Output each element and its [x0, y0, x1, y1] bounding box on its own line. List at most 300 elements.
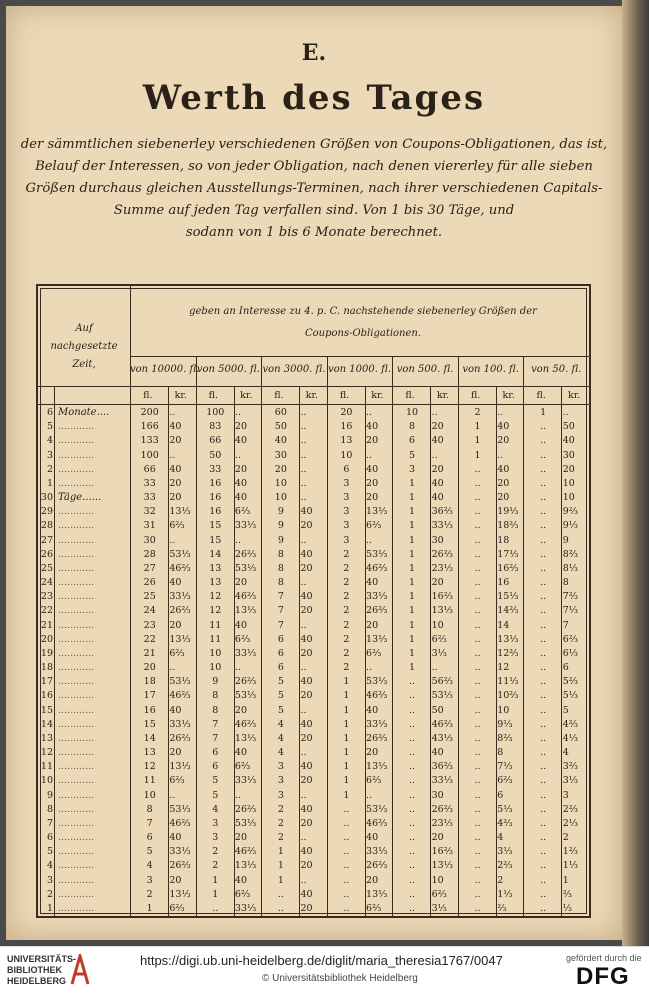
cell-kr: 26⅔	[431, 548, 453, 560]
cell-fl: ..	[474, 874, 481, 886]
row-number: 4	[46, 860, 53, 872]
unit-label-fl: fl.	[143, 390, 153, 401]
cell-kr: ..	[300, 407, 307, 418]
row-leader: ............	[58, 421, 95, 433]
cell-fl: 8	[277, 562, 284, 574]
cell-fl: 13	[143, 747, 156, 758]
row-number: 1	[46, 902, 53, 914]
cell-kr: ..	[366, 449, 373, 461]
cell-fl: 23	[143, 619, 156, 631]
cell-fl: 16	[340, 421, 353, 433]
cell-kr: 23⅓	[431, 817, 453, 829]
row-leader: ............	[58, 747, 95, 758]
unit-label-kr: kr.	[436, 390, 450, 401]
document-url-link[interactable]: https://digi.ub.uni-heidelberg.de/diglit/maria_theresia1767/0047	[140, 953, 503, 968]
cell-kr: 53⅓	[234, 690, 257, 702]
row-number: 24	[40, 577, 53, 588]
cell-fl: 7	[277, 619, 284, 631]
cell-kr: 3⅓	[562, 775, 579, 787]
cell-kr: 20	[234, 577, 247, 588]
cell-kr: 33⅓	[169, 846, 191, 858]
page-title: Werth des Tages	[142, 78, 486, 118]
cell-fl: 1	[408, 662, 415, 673]
cell-fl: ..	[540, 704, 547, 716]
cell-kr: 20	[169, 619, 182, 631]
cell-kr: 20	[169, 874, 182, 886]
cell-fl: ..	[212, 902, 219, 914]
cell-fl: 20	[143, 662, 156, 673]
cell-fl: 2	[343, 662, 350, 673]
cell-kr: 46⅔	[431, 718, 453, 730]
cell-kr: 13⅓	[366, 633, 388, 645]
cell-kr: 7⅓	[562, 605, 579, 617]
cell-fl: 1	[408, 647, 415, 659]
cell-kr: 26⅔	[169, 732, 191, 744]
cell-fl: 3	[343, 520, 350, 532]
cell-fl: ..	[540, 775, 547, 787]
cell-kr: 6⅔	[366, 902, 382, 914]
cell-kr: 4	[562, 747, 569, 758]
cell-fl: 1	[408, 619, 415, 631]
cell-fl: 12	[209, 605, 222, 617]
cell-kr: 53⅓	[169, 548, 191, 560]
row-number: 3	[46, 874, 53, 886]
cell-fl: ..	[277, 902, 284, 914]
cell-fl: 15	[209, 534, 222, 546]
cell-kr: ..	[300, 619, 307, 631]
cell-fl: ..	[540, 888, 547, 900]
cell-kr: 6⅔	[497, 775, 513, 787]
row-number: 18	[40, 662, 53, 673]
cell-fl: 2	[343, 591, 350, 603]
cell-fl: 9	[277, 534, 284, 546]
cell-kr: 16⅔	[497, 562, 519, 574]
library-name-2: BIBLIOTHEK	[7, 965, 62, 975]
cell-kr: 20	[300, 817, 313, 829]
cell-fl: 1	[343, 789, 350, 801]
row-number: 21	[40, 619, 53, 631]
cell-kr: 53⅓	[366, 803, 388, 815]
cell-fl: ..	[474, 676, 481, 688]
cell-kr: ..	[300, 435, 307, 447]
cell-kr: 13⅓	[366, 761, 388, 773]
subcolumn-divider	[430, 386, 431, 916]
cell-fl: 8	[212, 704, 219, 716]
cell-fl: 1	[474, 421, 481, 433]
cell-fl: 50	[209, 449, 222, 461]
cell-kr: 6⅔	[234, 506, 251, 518]
cell-kr: 5⅔	[562, 676, 579, 688]
column-divider	[130, 286, 131, 916]
cell-kr: 11⅓	[497, 676, 519, 688]
cell-fl: 5	[408, 449, 415, 461]
cell-fl: 6	[212, 761, 219, 773]
column-header: von 3000. fl.	[262, 364, 326, 375]
cell-fl: ..	[474, 605, 481, 617]
intro-line: Summe auf jeden Tag verfallen sind. Von 1 bis 30 Täge, und	[113, 203, 515, 218]
cell-kr: 4⅔	[497, 817, 513, 829]
cell-kr: 3⅓	[431, 647, 447, 659]
cell-kr: 6⅔	[366, 520, 382, 532]
cell-fl: 3	[343, 477, 350, 489]
row-leader: ............	[58, 647, 95, 659]
cell-kr: ..	[300, 449, 307, 461]
cell-fl: 6	[343, 463, 350, 475]
cell-fl: ..	[474, 732, 481, 744]
cell-fl: 6	[277, 662, 284, 673]
row-leader: ............	[58, 676, 95, 688]
cell-fl: ..	[540, 534, 547, 546]
column-divider	[458, 356, 459, 916]
cell-kr: 2⅔	[497, 860, 513, 872]
cell-kr: 53⅓	[169, 803, 191, 815]
cell-fl: 6	[212, 747, 219, 758]
cell-fl: ..	[540, 548, 547, 560]
cell-fl: 3	[277, 761, 284, 773]
row-number: 11	[40, 761, 53, 773]
row-number: 6	[46, 832, 53, 843]
cell-kr: 20	[300, 605, 313, 617]
cell-fl: ..	[540, 662, 547, 673]
cell-fl: ..	[408, 817, 415, 829]
row-number: 15	[40, 704, 53, 716]
row-leader: ............	[58, 619, 95, 631]
cell-kr: 20	[497, 477, 510, 489]
cell-kr: 6⅔	[431, 633, 447, 645]
row-number: 22	[40, 605, 53, 617]
cell-kr: ..	[234, 534, 241, 546]
cell-kr: 10	[497, 704, 510, 716]
row-leader: ............	[58, 435, 95, 447]
cell-fl: 1	[408, 477, 415, 489]
cell-fl: 14	[143, 732, 156, 744]
cell-kr: 13⅓	[234, 605, 257, 617]
cell-fl: ..	[540, 463, 547, 475]
cell-kr: 30	[431, 534, 444, 546]
unit-label-fl: fl.	[536, 390, 546, 401]
cell-kr: 20	[300, 690, 313, 702]
cell-kr: 56⅔	[431, 676, 453, 688]
cell-fl: ..	[408, 690, 415, 702]
cell-kr: ..	[234, 407, 241, 418]
cell-kr: 6⅔	[169, 775, 185, 787]
cell-fl: 2	[343, 619, 350, 631]
cell-fl: 7	[277, 605, 284, 617]
cell-kr: 40	[300, 846, 313, 858]
row-leader: ............	[58, 874, 95, 886]
cell-kr: ..	[562, 407, 569, 418]
cell-kr: 40	[234, 619, 247, 631]
cell-fl: 6	[146, 832, 153, 843]
row-number: 2	[46, 463, 53, 475]
cell-fl: 3	[343, 506, 350, 518]
cell-kr: ..	[366, 662, 373, 673]
cell-fl: 16	[143, 704, 156, 716]
cell-kr: 40	[431, 747, 444, 758]
cell-fl: 32	[143, 506, 156, 518]
cell-fl: 1	[408, 562, 415, 574]
cell-kr: 17⅓	[497, 548, 519, 560]
cell-kr: 33⅓	[169, 591, 191, 603]
cell-kr: 20	[366, 477, 379, 489]
cell-kr: 20	[300, 562, 313, 574]
cell-fl: 10	[143, 789, 156, 801]
subcolumn-divider	[365, 386, 366, 916]
unit-label-kr: kr.	[305, 390, 318, 401]
cell-fl: ..	[408, 888, 415, 900]
cell-kr: 33⅓	[234, 902, 257, 914]
cell-fl: ..	[474, 662, 481, 673]
cell-kr: 10	[562, 492, 575, 503]
cell-fl: 5	[212, 775, 219, 787]
cell-kr: ⅔	[562, 888, 572, 900]
unit-rule	[38, 404, 589, 405]
cell-kr: 18	[497, 534, 510, 546]
cell-fl: ..	[540, 817, 547, 829]
cell-kr: 20	[366, 492, 379, 503]
cell-fl: 31	[143, 520, 156, 532]
cell-fl: ..	[474, 591, 481, 603]
cell-fl: 1	[408, 633, 415, 645]
cell-fl: ..	[343, 832, 350, 843]
cell-kr: 40	[497, 421, 510, 433]
cell-fl: 60	[274, 407, 287, 418]
cell-kr: 2	[497, 874, 504, 886]
row-number: 23	[40, 591, 53, 603]
cell-fl: 2	[343, 548, 350, 560]
cell-fl: ..	[540, 477, 547, 489]
cell-kr: 7	[562, 619, 569, 631]
cell-kr: ..	[497, 449, 504, 461]
cell-fl: 133	[140, 435, 159, 447]
cell-fl: 2	[212, 846, 219, 858]
column-divider	[523, 356, 524, 916]
cell-kr: 40	[169, 832, 182, 843]
column-header: von 50. fl.	[531, 364, 582, 375]
cell-kr: ..	[431, 449, 438, 461]
cell-kr: ..	[300, 477, 307, 489]
cell-fl: ..	[408, 803, 415, 815]
cell-kr: 20	[234, 832, 247, 843]
subcolumn-divider	[496, 386, 497, 916]
cell-fl: 24	[143, 605, 156, 617]
unit-label-fl: fl.	[405, 390, 415, 401]
row-leader: ............	[58, 463, 95, 475]
cell-kr: 20	[431, 577, 444, 588]
cell-kr: 33⅓	[169, 718, 191, 730]
cell-kr: 40	[366, 704, 379, 716]
cell-fl: 6	[277, 647, 284, 659]
cell-kr: 40	[300, 548, 313, 560]
cell-fl: 3	[146, 874, 153, 886]
cell-kr: 40	[431, 492, 444, 503]
cell-kr: 4	[497, 832, 504, 843]
cell-kr: ..	[300, 492, 307, 503]
cell-fl: 11	[209, 633, 222, 645]
cell-kr: 12	[497, 662, 510, 673]
cell-fl: ..	[540, 761, 547, 773]
cell-kr: ..	[234, 789, 241, 801]
cell-fl: 33	[143, 477, 156, 489]
cell-fl: 166	[140, 421, 159, 433]
cell-fl: ..	[474, 647, 481, 659]
row-number: 12	[40, 747, 53, 758]
cell-fl: 2	[343, 605, 350, 617]
cell-fl: 2	[343, 647, 350, 659]
cell-fl: ..	[474, 690, 481, 702]
cell-fl: ..	[474, 761, 481, 773]
page-letter: E.	[301, 40, 327, 66]
cell-kr: 2	[562, 832, 569, 843]
cell-kr: 20	[366, 874, 379, 886]
cell-fl: 1	[343, 676, 350, 688]
row-leader: ............	[58, 832, 95, 843]
cell-fl: 25	[143, 591, 156, 603]
cell-fl: 7	[146, 817, 153, 829]
library-name-1: UNIVERSITÄTS-	[7, 954, 77, 964]
cell-fl: 15	[209, 520, 222, 532]
cell-kr: 53⅓	[366, 676, 388, 688]
cell-kr: ..	[300, 789, 307, 801]
cell-fl: ..	[540, 506, 547, 518]
cell-kr: 33⅓	[234, 775, 257, 787]
cell-fl: 5	[277, 690, 284, 702]
cell-fl: 5	[212, 789, 219, 801]
cell-fl: ..	[474, 704, 481, 716]
cell-fl: ..	[540, 832, 547, 843]
cell-kr: 53⅓	[366, 548, 388, 560]
cell-kr: 2⅓	[562, 817, 579, 829]
cell-fl: 14	[209, 548, 222, 560]
cell-fl: 21	[143, 647, 156, 659]
cell-fl: ..	[540, 647, 547, 659]
cell-kr: ..	[300, 463, 307, 475]
row-leader: ............	[58, 662, 95, 673]
row-number: 5	[46, 846, 53, 858]
cell-fl: 8	[277, 548, 284, 560]
cell-kr: 26⅔	[366, 605, 388, 617]
cell-fl: ..	[540, 732, 547, 744]
cell-kr: 40	[300, 676, 313, 688]
cell-kr: ..	[497, 407, 504, 418]
cell-kr: 20	[300, 647, 313, 659]
cell-fl: 1	[408, 492, 415, 503]
cell-fl: ..	[408, 874, 415, 886]
row-number: 13	[40, 732, 53, 744]
dfg-logo: DFG	[576, 963, 630, 990]
cell-fl: 16	[209, 506, 222, 518]
cell-kr: ⅓	[562, 902, 572, 914]
unit-label-fl: fl.	[470, 390, 481, 401]
cell-fl: 1	[474, 435, 481, 447]
cell-kr: 3⅔	[562, 761, 579, 773]
cell-kr: 6⅓	[562, 647, 579, 659]
row-leader: ............	[58, 591, 95, 603]
cell-kr: 46⅔	[169, 562, 191, 574]
cell-fl: ..	[540, 435, 547, 447]
cell-fl: 1	[277, 846, 284, 858]
cell-fl: ..	[540, 577, 547, 588]
cell-fl: ..	[343, 888, 350, 900]
cell-fl: ..	[408, 846, 415, 858]
row-leader: ............	[58, 548, 95, 560]
row-leader: ............	[58, 506, 95, 518]
column-header: von 10000. fl.	[130, 364, 200, 375]
row-number: 3	[46, 449, 53, 461]
row-leader: ............	[58, 846, 95, 858]
cell-fl: 3	[212, 817, 219, 829]
cell-kr: 12⅔	[497, 647, 519, 659]
cell-fl: ..	[474, 789, 481, 801]
row-leader: ............	[58, 888, 95, 900]
cell-fl: ..	[474, 633, 481, 645]
column-header-rule	[38, 386, 589, 387]
cell-fl: 66	[143, 463, 156, 475]
cell-fl: 2	[277, 803, 284, 815]
cell-fl: ..	[540, 902, 547, 914]
cell-kr: ..	[431, 662, 438, 673]
cell-fl: 1	[408, 534, 415, 546]
cell-fl: 1	[277, 860, 284, 872]
column-header: von 5000. fl.	[196, 364, 260, 375]
row-number: 1	[46, 477, 53, 489]
cell-kr: ..	[300, 747, 307, 758]
row-leader: ............	[58, 789, 95, 801]
cell-kr: 40	[300, 888, 313, 900]
header-rule	[130, 356, 589, 357]
cell-kr: 8⅔	[562, 548, 579, 560]
cell-kr: 40	[562, 435, 575, 447]
row-number: 4	[46, 435, 53, 447]
cell-fl: 1	[343, 732, 350, 744]
cell-kr: 9⅓	[562, 520, 579, 532]
cell-kr: 40	[300, 591, 313, 603]
cell-kr: 6⅔	[169, 902, 185, 914]
row-number: 29	[40, 506, 53, 518]
cell-fl: 3	[408, 463, 415, 475]
row-number: 28	[40, 520, 53, 532]
cell-fl: 11	[209, 619, 222, 631]
cell-fl: 3	[343, 492, 350, 503]
row-leader: ............	[58, 860, 95, 872]
cell-fl: 5	[277, 704, 284, 716]
cell-kr: 6⅔	[562, 633, 579, 645]
cell-fl: 2	[343, 633, 350, 645]
cell-fl: 7	[212, 718, 219, 730]
cell-fl: 7	[212, 732, 219, 744]
cell-fl: 2	[277, 832, 284, 843]
cell-fl: 8	[408, 421, 415, 433]
cell-kr: 13⅓	[431, 605, 453, 617]
cell-kr: 46⅔	[234, 846, 257, 858]
cell-kr: 20	[431, 832, 444, 843]
rownum-divider	[54, 386, 55, 916]
cell-kr: 5	[562, 704, 569, 716]
cell-kr: ..	[169, 789, 176, 801]
cell-fl: 3	[212, 832, 219, 843]
row-number: 2	[46, 888, 53, 900]
cell-fl: ..	[474, 718, 481, 730]
cell-fl: 26	[143, 577, 156, 588]
intro-line: sodann von 1 bis 6 Monate berechnet.	[185, 225, 443, 240]
cell-kr: 20	[234, 421, 247, 433]
cell-fl: ..	[540, 690, 547, 702]
sponsor-text: gefördert durch die	[566, 953, 642, 963]
cell-kr: 40	[366, 421, 379, 433]
cell-fl: ..	[540, 449, 547, 461]
cell-kr: 1	[562, 874, 569, 886]
cell-kr: 13⅓	[431, 860, 453, 872]
